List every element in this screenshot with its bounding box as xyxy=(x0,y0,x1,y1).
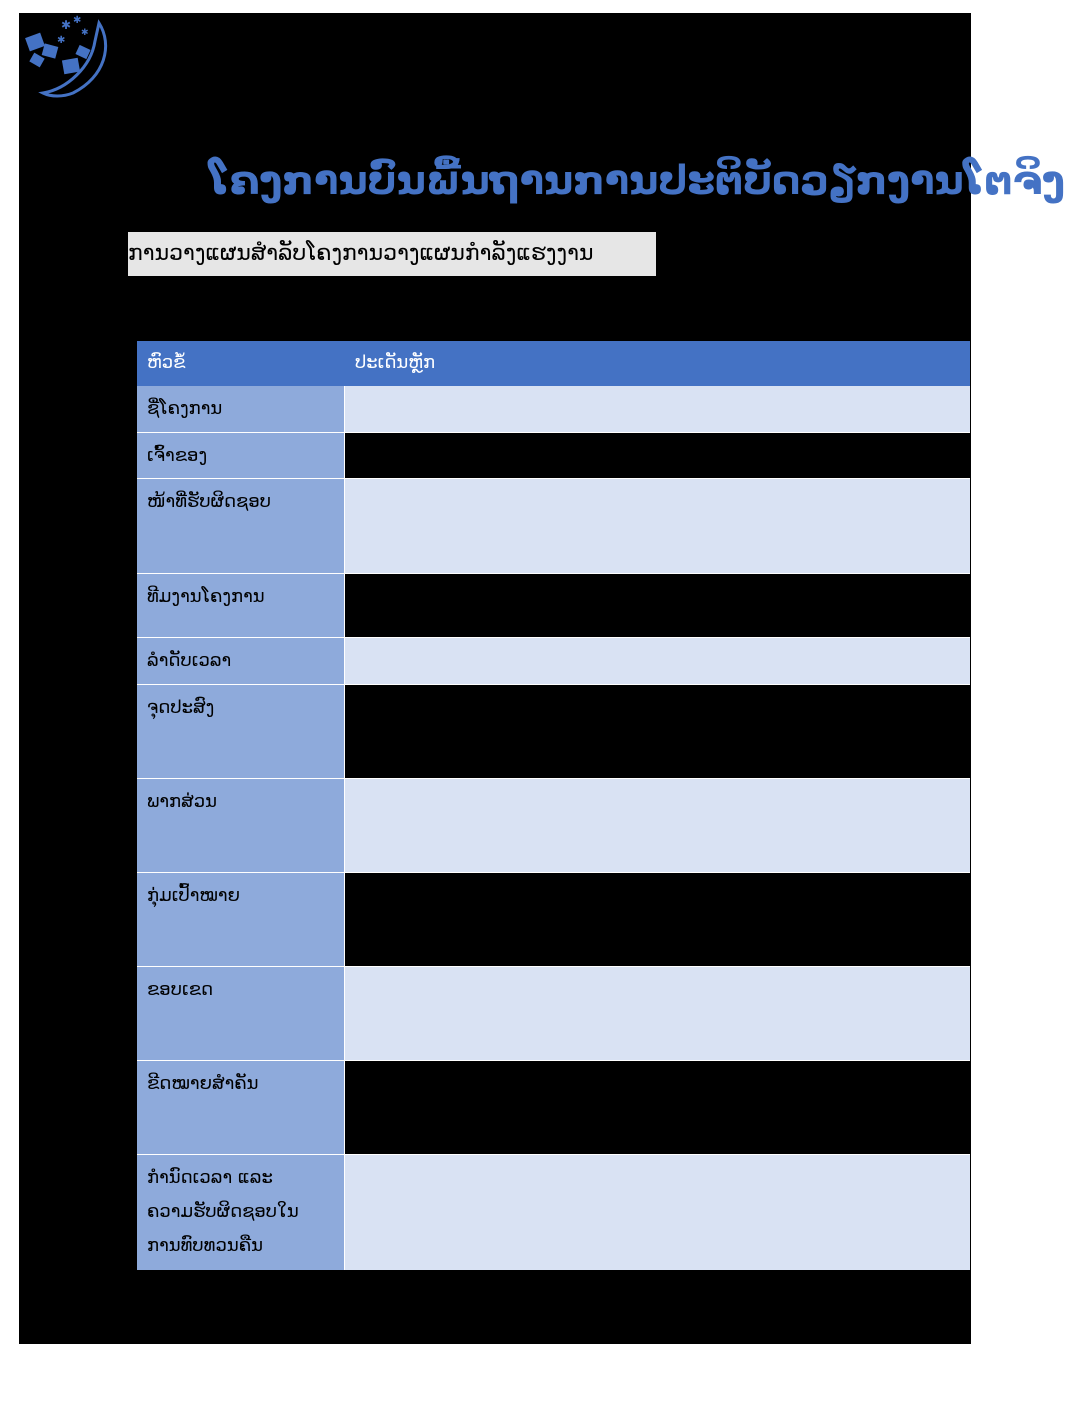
row-value-field[interactable] xyxy=(345,685,970,778)
row-label-line: ການທົບທວນຄືນ xyxy=(147,1235,263,1256)
row-label: ຂີດໝາຍສຳຄັນ xyxy=(137,1061,345,1154)
row-value-field[interactable] xyxy=(345,433,970,478)
row-label: ຈຸດປະສົງ xyxy=(137,685,345,778)
row-label: ທີມງານໂຄງການ xyxy=(137,574,345,637)
row-value-field[interactable] xyxy=(345,967,970,1060)
document-subtitle: ການວາງແຜນສຳລັບໂຄງການວາງແຜນກຳລັງແຮງງານ xyxy=(128,232,656,276)
row-label: ພາກສ່ວນ xyxy=(137,779,345,872)
row-value-field[interactable] xyxy=(345,873,970,966)
row-label: ຂອບເຂດ xyxy=(137,967,345,1060)
svg-text:✱: ✱ xyxy=(81,28,89,38)
page-title: ໂຄງການບົນພື້ນຖານການປະຕິບັດວຽກງານໂຕຈິງ xyxy=(209,158,1066,204)
row-label: ເຈົ້າຂອງ xyxy=(137,433,345,478)
row-value-field[interactable] xyxy=(345,386,970,432)
row-label: ກຸ່ມເປົ້າໝາຍ xyxy=(137,873,345,966)
table-row xyxy=(137,574,970,638)
table-row xyxy=(137,386,970,433)
table-row xyxy=(137,1155,970,1270)
document-page xyxy=(19,13,1066,1344)
table-row xyxy=(137,685,970,779)
row-value-field[interactable] xyxy=(345,574,970,637)
table-row xyxy=(137,433,970,479)
planning-table xyxy=(137,341,970,1270)
row-label: ຊື່ໂຄງການ xyxy=(137,386,345,432)
svg-text:✱: ✱ xyxy=(61,18,72,32)
svg-text:✱: ✱ xyxy=(73,15,82,26)
row-label xyxy=(137,1155,345,1270)
table-row xyxy=(137,779,970,873)
row-value-field[interactable] xyxy=(345,1061,970,1154)
table-header-row xyxy=(137,341,970,386)
table-row xyxy=(137,479,970,574)
row-value-field[interactable] xyxy=(345,638,970,684)
table-row xyxy=(137,1061,970,1155)
table-row xyxy=(137,967,970,1061)
svg-text:✱: ✱ xyxy=(57,35,66,46)
table-row xyxy=(137,638,970,685)
row-value-field[interactable] xyxy=(345,1155,970,1270)
row-label: ລຳດັບເວລາ xyxy=(137,638,345,684)
row-value-field[interactable] xyxy=(345,779,970,872)
row-label-line: ກຳນົດເວລາ ແລະ xyxy=(147,1167,273,1188)
row-label: ໜ້າທີ່ຮັບຜິດຊອບ xyxy=(137,479,345,573)
row-value-field[interactable] xyxy=(345,479,970,573)
header-key-points: ປະເດັນຫຼັກ xyxy=(355,352,436,373)
header-topic: ຫົວຂໍ້ xyxy=(147,352,186,373)
moon-stars-logo-icon xyxy=(21,15,109,99)
table-row xyxy=(137,873,970,967)
row-label-line: ຄວາມຮັບຜິດຊອບໃນ xyxy=(147,1201,299,1222)
